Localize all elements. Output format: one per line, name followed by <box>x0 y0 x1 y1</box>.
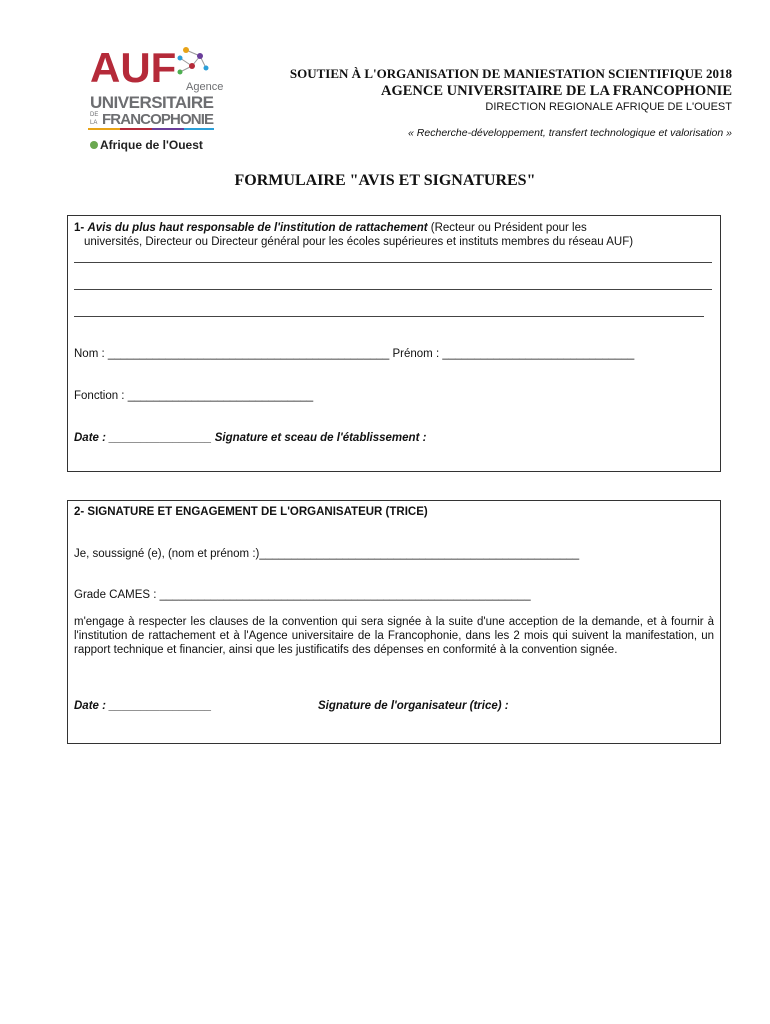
engagement-paragraph: m'engage à respecter les clauses de la convention qui sera signée à la suite d'une acception de la demande, et à fournir à l'institution de rattachement et à l'Agence universitaire de la Francophonie, dans les 2 mois qui suivent la manifestation, un rapport technique et financier, ainsi que les justificatifs des dépenses en conformité à la convention signée. <box>74 616 714 656</box>
logo-region-text: Afrique de l'Ouest <box>100 138 203 152</box>
auf-logo <box>88 44 248 154</box>
logo-agence-text: Agence <box>186 81 224 93</box>
header-agency: AGENCE UNIVERSITAIRE DE LA FRANCOPHONIE <box>380 83 732 99</box>
fonction-label: Fonction : <box>74 390 128 402</box>
org-date-label: Date : <box>74 700 110 712</box>
date-signature-row <box>74 431 426 445</box>
section1-heading-text: Avis du plus haut responsable de l'institution de rattachement <box>87 222 428 234</box>
header-program: SOUTIEN À L'ORGANISATION DE MANIESTATION SCIENTIFIQUE 2018 <box>289 66 732 81</box>
header-theme: « Recherche-développement, transfert technologique et valorisation » <box>408 127 732 139</box>
section1-heading <box>74 221 587 235</box>
section1-number: 1- <box>74 222 85 234</box>
section1-heading-note-2: universités, Directeur ou Directeur général pour les écoles supérieures et instituts membres du réseau AUF) <box>84 236 634 248</box>
grade-label: Grade CAMES : <box>74 589 160 601</box>
section-engagement <box>67 500 721 744</box>
soussigne-row <box>74 547 579 561</box>
fonction-row <box>74 389 313 403</box>
nom-prenom-row <box>74 347 634 361</box>
soussigne-label: Je, soussigné (e), (nom et prénom :) <box>74 548 260 560</box>
grade-row <box>74 588 531 602</box>
region-dot-icon <box>90 141 98 149</box>
logo-universitaire-text: UNIVERSITAIRE <box>90 93 214 112</box>
network-icon <box>178 47 209 75</box>
soussigne-field[interactable]: __________________________________________________ <box>259 548 580 560</box>
section2-heading: 2- SIGNATURE ET ENGAGEMENT DE L'ORGANISATEUR (TRICE) <box>74 506 428 518</box>
org-date-field[interactable]: ________________ <box>109 700 212 712</box>
prenom-label: Prénom : <box>392 348 443 360</box>
organisateur-date-row <box>74 699 212 713</box>
auf-logo-graphic <box>88 44 248 154</box>
avis-line-2[interactable] <box>74 289 712 290</box>
nom-label: Nom : <box>74 348 108 360</box>
document-header <box>252 66 732 139</box>
form-title: FORMULAIRE "AVIS ET SIGNATURES" <box>234 172 536 189</box>
grade-field[interactable]: __________________________________________________________ <box>159 589 531 601</box>
fonction-field[interactable]: _____________________________ <box>127 390 314 402</box>
avis-line-1[interactable] <box>74 262 712 263</box>
logo-de-la-text: DE <box>90 112 99 118</box>
logo-de-la-text-2: LA <box>90 120 98 126</box>
nom-field[interactable]: ____________________________________________ <box>107 348 390 360</box>
date-field[interactable]: ________________ <box>109 432 212 444</box>
logo-francophonie-text: FRANCOPHONIE <box>102 111 214 128</box>
organisateur-signature-label: Signature de l'organisateur (trice) : <box>318 700 509 712</box>
avis-line-3[interactable] <box>74 316 704 317</box>
section1-heading-note: (Recteur ou Président pour les <box>430 222 587 234</box>
date-label: Date : <box>74 432 110 444</box>
header-direction: DIRECTION REGIONALE AFRIQUE DE L'OUEST <box>485 101 732 113</box>
signature-seal-label: Signature et sceau de l'établissement : <box>214 432 427 444</box>
prenom-field[interactable]: ______________________________ <box>442 348 635 360</box>
section-avis <box>67 215 721 472</box>
logo-auf-text: AUF <box>90 44 177 91</box>
